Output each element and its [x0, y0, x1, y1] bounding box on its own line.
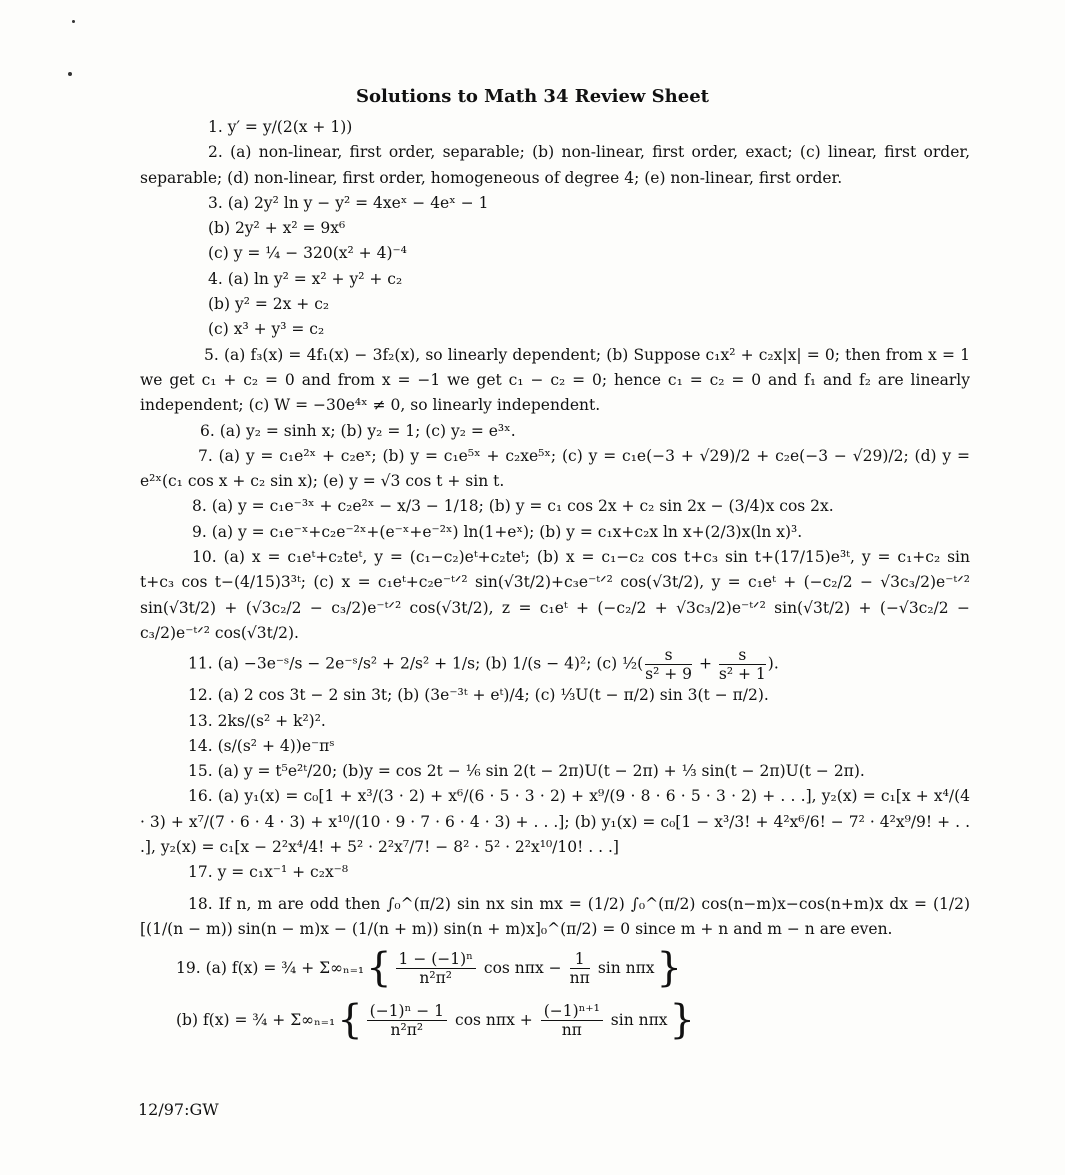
answer-11	[140, 646, 970, 683]
denominator: nπ	[561, 1020, 582, 1039]
answer-5: 5. (a) f₃(x) = 4f₁(x) − 3f₂(x), so linearly dependent; (b) Suppose c₁x² + c₂x|x| = 0; then from x = 1 we get c₁ + c₂ = 0 and from x = −1 we get c₁ − c₂ = 0; hence c₁ = c₂ = 0 and f₁ and f₂ are linearly independent; (c) W = −30e⁴ˣ ≠ 0, so linearly independent.	[140, 345, 970, 415]
left-brace-icon: {	[366, 945, 392, 992]
denominator: s² + 1	[718, 665, 766, 684]
fraction	[396, 950, 476, 987]
answer-18: 18. If n, m are odd then ∫₀^(π/2) sin nx sin mx = (1/2) ∫₀^(π/2) cos(n−m)x−cos(n+m)x dx = (1/2)[(1/(n − m)) sin(n − m)x − (1/(n + m)) sin(n + m)x]₀^(π/2) = 0 since m + n and m − n are even.	[140, 894, 970, 938]
fraction	[570, 950, 590, 987]
answer-19a-middle: cos nπx −	[483, 958, 562, 977]
scan-speck	[72, 20, 75, 23]
answer-19b	[140, 994, 970, 1046]
answer-12: 12. (a) 2 cos 3t − 2 sin 3t; (b) (3e⁻³ᵗ + eᵗ)/4; (c) ⅓U(t − π/2) sin 3(t − π/2).	[188, 686, 769, 705]
numerator: s	[645, 646, 692, 665]
plus-sign: +	[698, 654, 712, 673]
denominator: nπ	[569, 968, 590, 987]
answer-7: 7. (a) y = c₁e²ˣ + c₂eˣ; (b) y = c₁e⁵ˣ + c₂xe⁵ˣ; (c) y = c₁e(−3 + √29)/2 + c₂e(−3 − √29)/2; (d) y = e²ˣ(c₁ cos x + c₂ sin x); (e) y = √3 cos t + sin t.	[140, 446, 970, 491]
answer-19b-prefix: (b) f(x) = ¾ + Σ∞ₙ₌₁	[176, 1010, 336, 1029]
answer-6: 6. (a) y₂ = sinh x; (b) y₂ = 1; (c) y₂ = e³ˣ.	[200, 421, 516, 440]
answer-10: 10. (a) x = c₁eᵗ+c₂teᵗ, y = (c₁−c₂)eᵗ+c₂teᵗ; (b) x = c₁−c₂ cos t+c₃ sin t+(17/15)e³ᵗ, y = c₁+c₂ sin t+c₃ cos t−(4/15)3³ᵗ; (c) x = c₁eᵗ+c₂e⁻ᵗᐟ² sin(√3t/2)+c₃e⁻ᵗᐟ² cos(√3t/2), y = c₁eᵗ + (−c₂/2 − √3c₃/2)e⁻ᵗᐟ² sin(√3t/2) + (√3c₂/2 − c₃/2)e⁻ᵗᐟ² cos(√3t/2), z = c₁eᵗ + (−c₂/2 + √3c₃/2)e⁻ᵗᐟ² sin(√3t/2) + (−√3c₂/2 − c₃/2)e⁻ᵗᐟ² cos(√3t/2).	[140, 548, 970, 642]
answer-19b-end: sin nπx	[610, 1010, 668, 1029]
right-brace-icon: }	[656, 945, 682, 992]
numerator: 1 − (−1)ⁿ	[396, 950, 476, 969]
answer-8: 8. (a) y = c₁e⁻³ˣ + c₂e²ˣ − x/3 − 1/18; (b) y = c₁ cos 2x + c₂ sin 2x − (3/4)x cos 2x.	[192, 497, 834, 516]
scan-speck	[68, 72, 72, 76]
numerator: 1	[570, 950, 590, 969]
numerator: (−1)ⁿ⁺¹	[541, 1002, 603, 1021]
right-brace-icon: }	[669, 997, 695, 1044]
document-body	[140, 115, 970, 1046]
denominator: n²π²	[419, 968, 453, 987]
answer-3b: (b) 2y² + x² = 9x⁶	[208, 219, 346, 238]
answer-14: 14. (s/(s² + 4))e⁻πˢ	[188, 736, 335, 755]
numerator: (−1)ⁿ − 1	[367, 1002, 447, 1021]
answer-4b: (b) y² = 2x + c₂	[208, 295, 330, 314]
answer-17: 17. y = c₁x⁻¹ + c₂x⁻⁸	[188, 863, 349, 882]
answer-19a-prefix: 19. (a) f(x) = ¾ + Σ∞ₙ₌₁	[176, 958, 365, 977]
answer-19a-end: sin nπx	[597, 958, 655, 977]
fraction	[645, 646, 692, 683]
answer-4a: 4. (a) ln y² = x² + y² + c₂	[208, 269, 403, 288]
answer-16: 16. (a) y₁(x) = c₀[1 + x³/(3 · 2) + x⁶/(6 · 5 · 3 · 2) + x⁹/(9 · 8 · 6 · 5 · 3 · 2) + . . .], y₂(x) = c₁[x + x⁴/(4 · 3) + x⁷/(7 · 6 · 4 · 3) + x¹⁰/(10 · 9 · 7 · 6 · 4 · 3) + . . .]; (b) y₁(x) = c₀[1 − x³/3! + 4²x⁶/6! − 7² · 4²x⁹/9! + . . .], y₂(x) = c₁[x − 2²x⁴/4! + 5² · 2²x⁷/7! − 8² · 5² · 2²x¹⁰/10! . . .]	[140, 787, 970, 857]
answer-11-text: 11. (a) −3e⁻ˢ/s − 2e⁻ˢ/s² + 2/s² + 1/s; (b) 1/(s − 4)²; (c) ½(	[188, 654, 644, 673]
answer-19b-middle: cos nπx +	[455, 1010, 533, 1029]
answer-11-end: ).	[767, 654, 779, 673]
answer-9: 9. (a) y = c₁e⁻ˣ+c₂e⁻²ˣ+(e⁻ˣ+e⁻²ˣ) ln(1+eˣ); (b) y = c₁x+c₂x ln x+(2/3)x(ln x)³.	[192, 522, 803, 541]
answer-13: 13. 2ks/(s² + k²)².	[188, 711, 326, 730]
answer-15: 15. (a) y = t⁵e²ᵗ/20; (b)y = cos 2t − ⅙ sin 2(t − 2π)U(t − 2π) + ⅓ sin(t − 2π)U(t − 2π).	[188, 762, 865, 781]
denominator: s² + 9	[645, 665, 693, 684]
page-title: Solutions to Math 34 Review Sheet	[356, 86, 709, 107]
numerator: s	[719, 646, 766, 665]
answer-1: 1. y′ = y/(2(x + 1))	[208, 118, 353, 136]
answer-3a: 3. (a) 2y² ln y − y² = 4xeˣ − 4eˣ − 1	[208, 193, 489, 212]
left-brace-icon: {	[337, 997, 363, 1044]
fraction	[541, 1002, 603, 1039]
fraction	[719, 646, 766, 683]
fraction	[367, 1002, 447, 1039]
denominator: n²π²	[390, 1020, 424, 1039]
answer-19a	[140, 942, 970, 994]
answer-3c: (c) y = ¼ − 320(x² + 4)⁻⁴	[208, 244, 407, 263]
answer-2: 2. (a) non-linear, first order, separable; (b) non-linear, first order, exact; (c) linear, first order, separable; (d) non-linear, first order, homogeneous of degree 4; (e) non-linear, first order.	[140, 143, 970, 187]
answer-4c: (c) x³ + y³ = c₂	[208, 320, 325, 339]
footer-date: 12/97:GW	[138, 1100, 219, 1119]
